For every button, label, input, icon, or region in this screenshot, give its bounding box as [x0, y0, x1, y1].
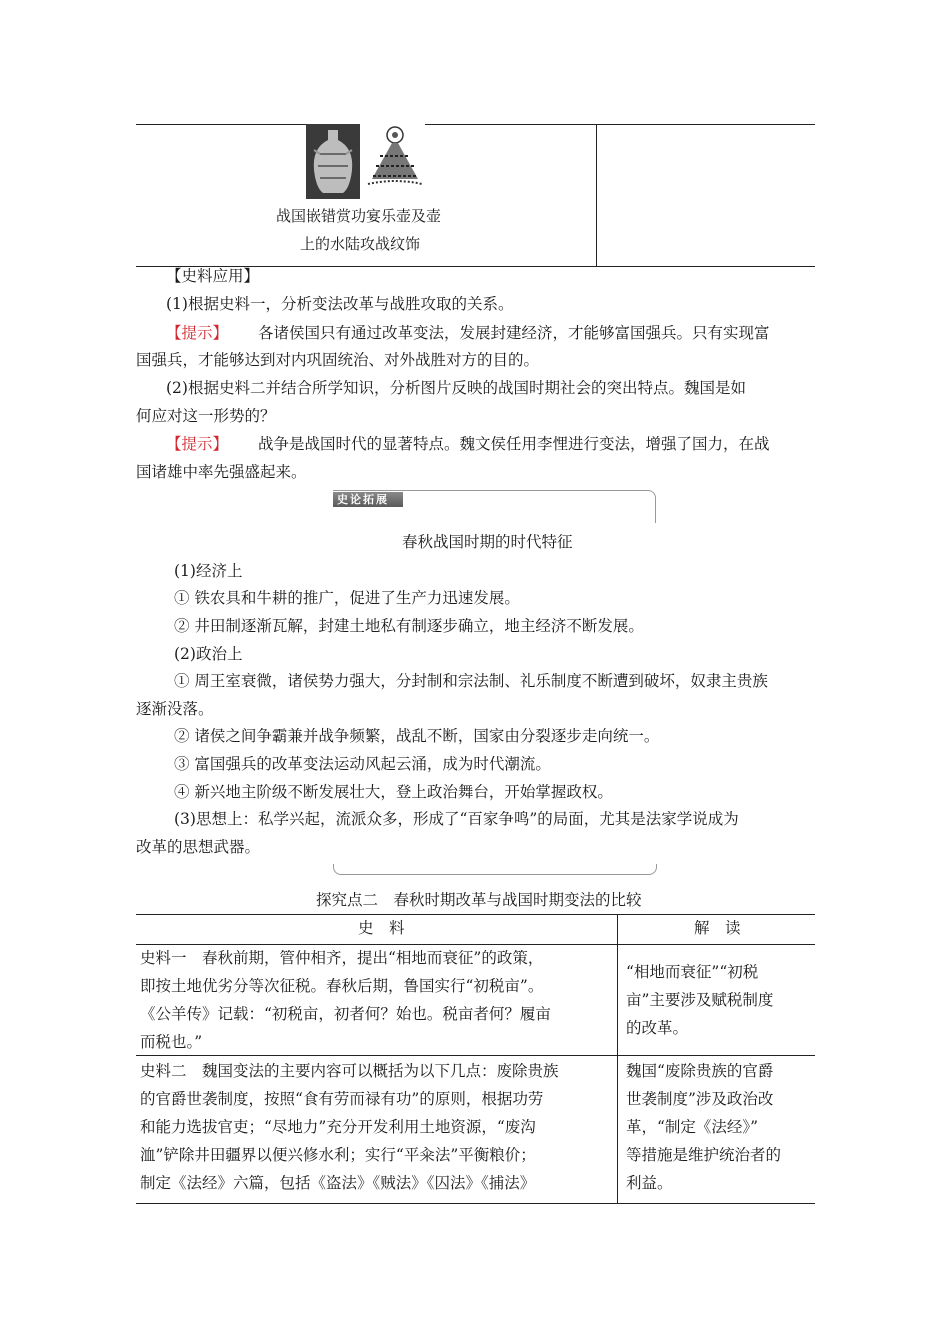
row1-source-line: 而税也。” — [140, 1033, 203, 1051]
row2-reading-line: 革，“制定《法经》” — [626, 1118, 759, 1136]
answer-1-line-1: 各诸侯国只有通过改革变法，发展封建经济，才能够富国强兵。只有实现富 — [258, 324, 770, 342]
caption-line-1: 战国嵌错赏功宴乐壶及壶 — [276, 207, 442, 225]
answer-1-line-2: 国强兵，才能够达到对内巩固统治、对外战胜对方的目的。 — [136, 351, 540, 369]
politics-heading: (2)政治上 — [174, 645, 243, 663]
extension-tag: 史论拓展 — [333, 492, 403, 507]
row1-source-line: 史料一 春秋前期，管仲相齐，提出“相地而衰征”的政策， — [140, 949, 544, 967]
row2-source-line: 和能力选拔官吏；“尽地力”充分开发利用土地资源，“废沟 — [140, 1118, 536, 1136]
economy-point-1: ① 铁农具和牛耕的推广，促进了生产力迅速发展。 — [174, 589, 520, 607]
row1-source-line: 即按土地优劣分等次征税。春秋后期，鲁国实行“初税亩”。 — [140, 977, 544, 995]
battle-pattern-image — [366, 126, 424, 190]
question-1: (1)根据史料一，分析变法改革与战胜攻取的关系。 — [166, 295, 514, 313]
row1-reading-line: 亩”主要涉及赋税制度 — [626, 991, 774, 1009]
politics-point-4: ④ 新兴地主阶级不断发展壮大，登上政治舞台，开始掌握政权。 — [174, 783, 613, 801]
hint-label-2: 【提示】 — [166, 435, 229, 453]
row1-source — [140, 944, 551, 1056]
question-2-line-1: (2)根据史料二并结合所学知识，分析图片反映的战国时期社会的突出特点。魏国是如 — [166, 379, 746, 397]
economy-point-2: ② 井田制逐渐瓦解，封建土地私有制逐步确立，地主经济不断发展。 — [174, 617, 644, 635]
vase-image — [306, 124, 360, 199]
extension-bottom-bracket — [333, 864, 657, 875]
row1-source-line: 《公羊传》记载：“初税亩，初者何？始也。税亩者何？履亩 — [140, 1005, 551, 1023]
column-header-reading: 解 读 — [694, 919, 741, 937]
row2-source-line: 史料二 魏国变法的主要内容可以概括为以下几点：废除贵族 — [140, 1062, 559, 1080]
answer-2-line-2: 国诸雄中率先强盛起来。 — [136, 463, 307, 481]
row2-reading-line: 利益。 — [626, 1174, 673, 1192]
row2-source-line: 制定《法经》六篇，包括《盗法》《贼法》《囚法》《捕法》 — [140, 1174, 536, 1192]
answer-2-line-1: 战争是战国时代的显著特点。魏文侯任用李悝进行变法，增强了国力，在战 — [258, 435, 770, 453]
row1-reading — [626, 958, 773, 1042]
caption-line-2: 上的水陆攻战纹饰 — [300, 235, 421, 253]
politics-point-1-line-2: 逐渐没落。 — [136, 700, 214, 718]
row1-reading-line: “相地而衰征”“初税 — [626, 963, 759, 981]
application-heading: 【史料应用】 — [166, 267, 260, 285]
row2-reading-line: 等措施是维护统治者的 — [626, 1146, 782, 1164]
economy-heading: (1)经济上 — [174, 562, 243, 580]
row1-reading-line: 的改革。 — [626, 1019, 689, 1037]
row2-source-line: 的官爵世袭制度，按照“食有劳而禄有功”的原则，根据功劳 — [140, 1090, 544, 1108]
thought-line-2: 改革的思想武器。 — [136, 838, 261, 856]
row2-reading — [626, 1057, 781, 1197]
row2-reading-line: 世袭制度”涉及政治改 — [626, 1090, 774, 1108]
politics-point-3: ③ 富国强兵的改革变法运动风起云涌，成为时代潮流。 — [174, 755, 551, 773]
extension-title: 春秋战国时期的时代特征 — [402, 533, 573, 551]
hint-label-1: 【提示】 — [166, 324, 229, 342]
column-header-source: 史 料 — [358, 919, 405, 937]
section2-title: 探究点二 春秋时期改革与战国时期变法的比较 — [316, 891, 642, 909]
row2-reading-line: 魏国“废除贵族的官爵 — [626, 1062, 774, 1080]
politics-point-1-line-1: ① 周王室衰微，诸侯势力强大，分封制和宗法制、礼乐制度不断遭到破坏，奴隶主贵族 — [174, 672, 768, 690]
thought-line-1: (3)思想上：私学兴起，流派众多，形成了“百家争鸣”的局面，尤其是法家学说成为 — [174, 810, 739, 828]
row2-source — [140, 1057, 559, 1197]
row2-source-line: 洫”铲除井田疆界以便兴修水利；实行“平籴法”平衡粮价； — [140, 1146, 536, 1164]
question-2-line-2: 何应对这一形势的？ — [136, 407, 276, 425]
politics-point-2: ② 诸侯之间争霸兼并战争频繁，战乱不断，国家由分裂逐步走向统一。 — [174, 727, 660, 745]
